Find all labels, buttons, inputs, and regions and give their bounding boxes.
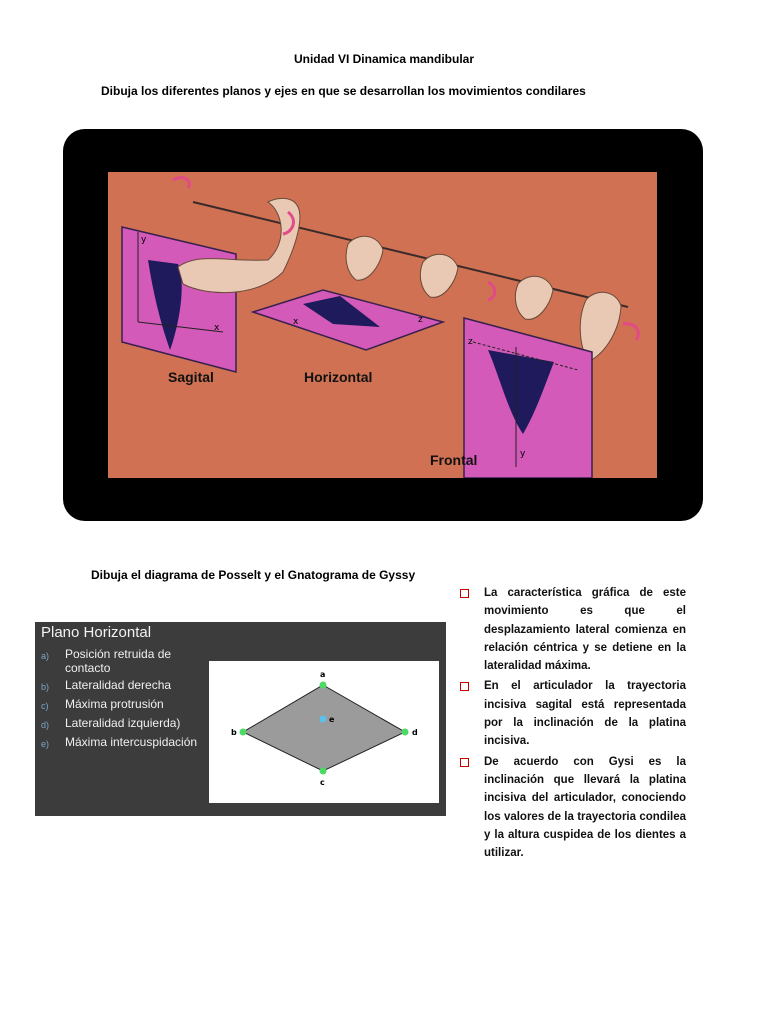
posselt-diagram <box>209 661 439 803</box>
axis-x-sagittal: x <box>214 323 220 333</box>
rotation-arrow-1 <box>173 178 189 188</box>
label-d: d <box>412 728 418 737</box>
bullet-list <box>460 584 686 864</box>
label-e: e <box>329 715 335 724</box>
bullet-square-icon <box>460 682 469 691</box>
axis-y-frontal: y <box>520 449 526 459</box>
axis-x-horizontal: x <box>293 317 299 327</box>
panel-title: Plano Horizontal <box>41 624 152 641</box>
list-item: b) Lateralidad derecha <box>41 678 172 692</box>
label-c: c <box>320 778 325 787</box>
condyle-1 <box>346 236 383 280</box>
vertex-b <box>240 729 247 736</box>
instruction-planes: Dibuja los diferentes planos y ejes en que se desarrollan los movimientos condilares <box>101 84 586 98</box>
rotation-arrow-3 <box>488 282 495 300</box>
axis-y-sagittal: y <box>141 235 147 245</box>
label-b: b <box>231 728 237 737</box>
mandibular-planes-illustration <box>108 172 657 478</box>
list-item: e) Máxima intercuspidación <box>41 735 198 749</box>
axis-z-horizontal: z <box>418 315 423 325</box>
condyle-2 <box>420 254 458 297</box>
condyle-3 <box>515 276 553 319</box>
document-title: Unidad VI Dinamica mandibular <box>293 52 475 66</box>
list-item: c) Máxima protrusión <box>41 697 164 711</box>
vertex-c <box>320 768 327 775</box>
center-e <box>320 716 327 723</box>
list-item: La característica gráfica de este movimiento es que el desplazamiento lateral comienza en relación céntrica y se detiene en la lateralidad máxima. <box>460 584 686 675</box>
plano-horizontal-panel <box>35 622 446 816</box>
list-item: En el articulador la trayectoria incisiva sagital está representada por la inclinación de la platina incisiva. <box>460 677 686 750</box>
panel-list <box>41 647 216 754</box>
bullet-square-icon <box>460 589 469 598</box>
axis-z-frontal: z <box>468 337 473 347</box>
list-item: De acuerdo con Gysi es la inclinación que llevará la platina incisiva del articulador, conociendo los valores de la trayectoria condilea y la altura cuspidea de los dientes a utilizar. <box>460 753 686 863</box>
bullet-square-icon <box>460 758 469 767</box>
rotation-arrow-4 <box>623 324 638 340</box>
label-horizontal: Horizontal <box>304 369 373 385</box>
planes-drawing <box>108 172 657 478</box>
list-item: a) Posición retruida de contacto <box>41 647 172 675</box>
vertex-d <box>402 729 409 736</box>
label-sagital: Sagital <box>168 369 214 385</box>
label-a: a <box>320 670 326 679</box>
vertex-a <box>320 682 327 689</box>
diamond-shape <box>243 685 405 771</box>
list-item: d) Lateralidad izquierda) <box>41 716 181 730</box>
label-frontal: Frontal <box>430 452 478 468</box>
instruction-posselt: Dibuja el diagrama de Posselt y el Gnatograma de Gyssy <box>91 568 416 582</box>
